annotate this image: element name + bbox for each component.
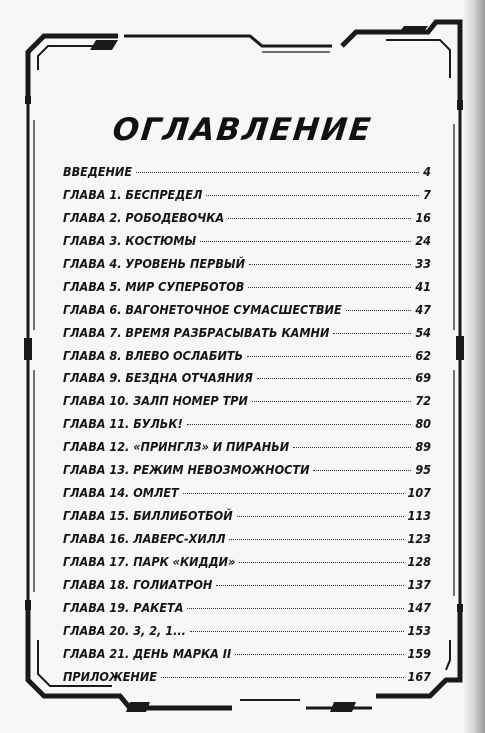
toc-dot-leader <box>228 218 411 219</box>
toc-entry-page-number: 62 <box>415 347 431 363</box>
toc-entry <box>63 666 431 689</box>
toc-entry-label: ГЛАВА 4. УРОВЕНЬ ПЕРВЫЙ <box>63 255 245 271</box>
toc-dot-leader <box>190 631 404 632</box>
toc-dot-leader <box>187 424 412 425</box>
toc-entry-label: ГЛАВА 5. МИР СУПЕРБОТОВ <box>63 278 245 294</box>
toc-entry <box>63 505 431 528</box>
toc-entry-label: ГЛАВА 1. БЕСПРЕДЕЛ <box>63 186 203 202</box>
toc-entry <box>63 299 431 322</box>
toc-entry <box>63 253 431 276</box>
toc-entry-label: ГЛАВА 6. ВАГОНЕТОЧНОЕ СУМАСШЕСТВИЕ <box>63 301 342 317</box>
toc-entry-label: ГЛАВА 20. 3, 2, 1... <box>63 622 186 638</box>
toc-entry <box>63 322 431 345</box>
toc-entry <box>63 459 431 482</box>
toc-entry-label: ГЛАВА 8. ВЛЕВО ОСЛАБИТЬ <box>63 347 244 363</box>
toc-entry-label: ГЛАВА 9. БЕЗДНА ОТЧАЯНИЯ <box>63 370 253 386</box>
toc-dot-leader <box>293 447 411 448</box>
toc-entry-page-number: 147 <box>407 599 431 615</box>
toc-entry-label: ГЛАВА 21. ДЕНЬ МАРКА II <box>63 645 232 661</box>
toc-entry-page-number: 95 <box>415 462 431 478</box>
table-of-contents <box>63 161 431 689</box>
toc-entry-page-number: 24 <box>415 232 431 248</box>
toc-entry-label: ГЛАВА 16. ЛАВЕРС-ХИЛЛ <box>63 531 226 546</box>
toc-entry-page-number: 41 <box>415 278 431 294</box>
toc-entry-label: ГЛАВА 10. ЗАЛП НОМЕР ТРИ <box>63 393 248 409</box>
toc-entry-page-number: 16 <box>415 209 431 225</box>
toc-dot-leader <box>161 677 404 678</box>
toc-dot-leader <box>257 378 411 379</box>
toc-entry-page-number: 69 <box>415 370 431 386</box>
toc-entry-page-number: 128 <box>407 553 431 569</box>
toc-entry <box>63 528 431 551</box>
toc-entry-label: ПРИЛОЖЕНИЕ <box>63 668 157 684</box>
toc-entry-page-number: 33 <box>415 255 431 271</box>
toc-entry-page-number: 80 <box>415 416 431 432</box>
toc-entry <box>63 207 431 230</box>
toc-entry-label: ГЛАВА 17. ПАРК «КИДДИ» <box>63 553 236 569</box>
toc-entry <box>63 345 431 368</box>
toc-entry-label: ГЛАВА 3. КОСТЮМЫ <box>63 232 197 248</box>
toc-entry-page-number: 47 <box>415 301 431 317</box>
toc-entry <box>63 161 431 184</box>
toc-entry-label: ВВЕДЕНИЕ <box>63 164 133 179</box>
toc-entry-page-number: 167 <box>407 668 431 684</box>
toc-dot-leader <box>313 470 411 471</box>
toc-entry-label: ГЛАВА 12. «ПРИНГЛЗ» И ПИРАНЬИ <box>63 439 290 455</box>
toc-entry <box>63 643 431 666</box>
toc-dot-leader <box>249 264 411 265</box>
toc-entry-page-number: 159 <box>407 645 431 661</box>
toc-entry <box>63 620 431 643</box>
toc-entry-page-number: 107 <box>407 485 431 501</box>
toc-dot-leader <box>200 241 411 242</box>
toc-entry-page-number: 137 <box>407 576 431 592</box>
toc-dot-leader <box>229 539 403 540</box>
toc-entry <box>63 436 431 459</box>
toc-entry-label: ГЛАВА 13. РЕЖИМ НЕВОЗМОЖНОСТИ <box>63 462 310 478</box>
toc-entry <box>63 184 431 207</box>
toc-dot-leader <box>237 516 404 517</box>
toc-entry-page-number: 113 <box>407 508 431 524</box>
toc-entry <box>63 367 431 390</box>
toc-entry-label: ГЛАВА 15. БИЛЛИБОТБОЙ <box>63 508 233 524</box>
toc-dot-leader <box>248 287 411 288</box>
toc-entry-page-number: 123 <box>407 531 431 546</box>
toc-dot-leader <box>235 654 403 655</box>
toc-entry-page-number: 54 <box>415 324 431 340</box>
toc-dot-leader <box>346 310 412 311</box>
toc-entry-label: ГЛАВА 14. ОМЛЕТ <box>63 485 179 501</box>
toc-dot-leader <box>239 562 403 563</box>
page-title: ОГЛАВЛЕНИЕ <box>110 112 375 148</box>
toc-entry-page-number: 153 <box>407 622 431 638</box>
toc-entry <box>63 230 431 253</box>
toc-entry-label: ГЛАВА 11. БУЛЬК! <box>63 416 183 432</box>
toc-entry-page-number: 4 <box>423 164 431 179</box>
toc-entry <box>63 390 431 413</box>
toc-dot-leader <box>206 195 419 196</box>
toc-entry-page-number: 7 <box>423 186 431 202</box>
toc-entry-page-number: 72 <box>415 393 431 409</box>
toc-entry-page-number: 89 <box>415 439 431 455</box>
toc-dot-leader <box>333 333 411 334</box>
toc-dot-leader <box>216 585 403 586</box>
toc-entry-label: ГЛАВА 18. ГОЛИАТРОН <box>63 576 213 592</box>
toc-dot-leader <box>247 356 411 357</box>
toc-entry <box>63 482 431 505</box>
toc-dot-leader <box>252 401 411 402</box>
toc-dot-leader <box>136 172 419 173</box>
toc-entry <box>63 597 431 620</box>
toc-entry-label: ГЛАВА 2. РОБОДЕВОЧКА <box>63 209 225 225</box>
toc-entry <box>63 551 431 574</box>
toc-entry <box>63 574 431 597</box>
toc-dot-leader <box>187 608 403 609</box>
toc-entry <box>63 276 431 299</box>
toc-entry-label: ГЛАВА 19. РАКЕТА <box>63 599 184 615</box>
toc-dot-leader <box>183 493 404 494</box>
toc-entry <box>63 413 431 436</box>
toc-entry-label: ГЛАВА 7. ВРЕМЯ РАЗБРАСЫВАТЬ КАМНИ <box>63 324 330 340</box>
